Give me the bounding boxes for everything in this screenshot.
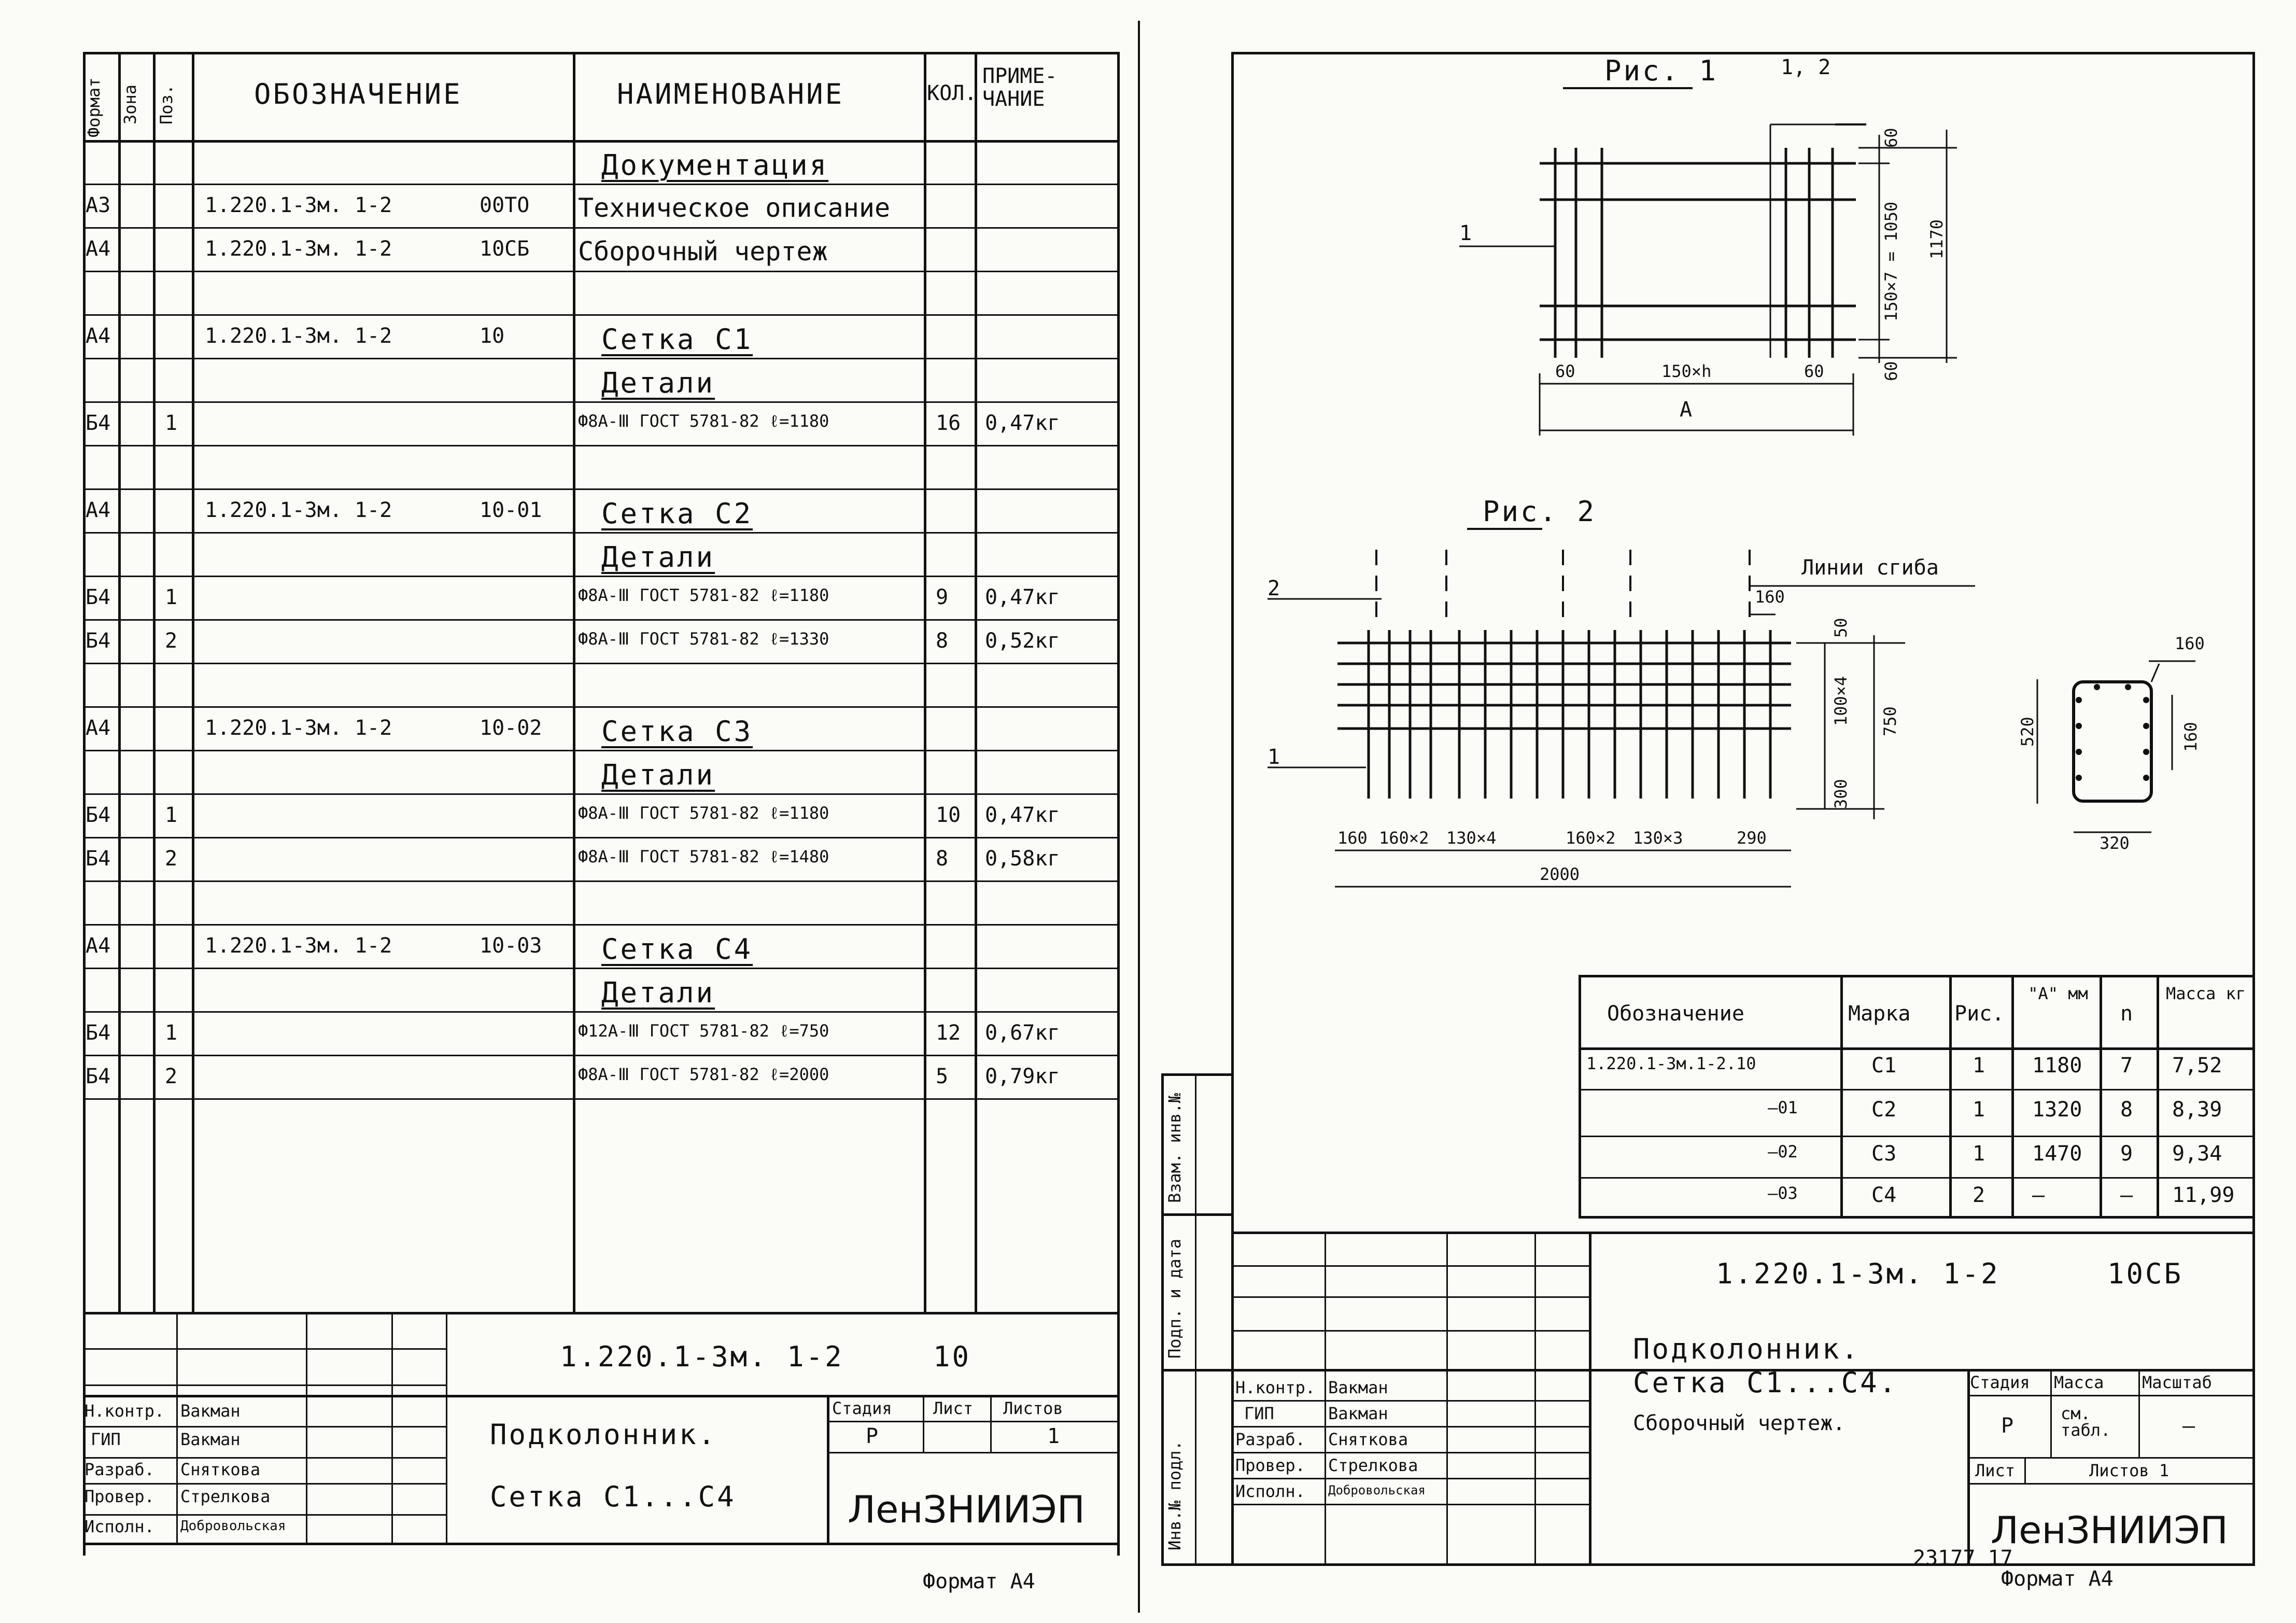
row-line	[83, 750, 1117, 751]
row-name: Техническое описание	[578, 193, 891, 223]
mass-cell: 1.220.1-3м.1-2.10	[1586, 1054, 1756, 1073]
row-name: Детали	[601, 976, 715, 1009]
mass-cell: 8	[2120, 1098, 2133, 1122]
sheet-divider	[1138, 21, 1140, 1613]
rstamp-mass: см. табл.	[2061, 1404, 2111, 1440]
row-qty: 8	[936, 847, 949, 871]
row-format: Б4	[86, 629, 111, 653]
row-note: 0,47кг	[985, 585, 1060, 609]
fig2-top160: 160	[1755, 587, 1785, 607]
fig2-v50: 50	[1831, 618, 1851, 638]
row-doc-number: 10-03	[480, 934, 542, 958]
row-note: 0,47кг	[985, 411, 1060, 435]
row-name: Детали	[601, 541, 715, 573]
mass-cell: С2	[1871, 1098, 1897, 1122]
row-doc-number: 00ТО	[480, 193, 530, 217]
fig1-v1050: 150×7 = 1050	[1881, 201, 1901, 321]
mass-cell: 1	[1973, 1098, 1985, 1122]
row-doc-number: 10-01	[480, 498, 542, 522]
rperson-3: Стрелкова	[1328, 1456, 1418, 1475]
stamp-stage-h: Стадия	[832, 1398, 892, 1418]
row-designation: 1.220.1-3м. 1-2	[205, 193, 392, 217]
header-note: ПРИМЕ- ЧАНИЕ	[982, 64, 1058, 111]
stamp-title2: Сетка С1...С4	[490, 1480, 736, 1513]
rrole-1: ГИП	[1244, 1404, 1274, 1423]
mt-h4: n	[2120, 1002, 2133, 1026]
fig2-d130x4: 130×4	[1446, 828, 1497, 848]
mass-cell: 9,34	[2172, 1142, 2222, 1166]
rstamp-title1: Подколонник.	[1633, 1333, 1861, 1365]
row-line	[83, 271, 1117, 272]
side-label-0: Инв.№ подл.	[1165, 1440, 1185, 1550]
row-designation: 1.220.1-3м. 1-2	[205, 498, 392, 522]
row-format: Б4	[86, 847, 111, 871]
row-line	[83, 358, 1117, 359]
rrole-4: Исполн.	[1235, 1481, 1305, 1501]
fig2-title: Рис. 2	[1483, 495, 1597, 528]
rstamp-title2: Сетка С1...С4.	[1633, 1366, 1898, 1399]
stamp-org: ЛенЗНИИЭП	[848, 1488, 1085, 1531]
mass-cell: —03	[1768, 1183, 1798, 1203]
row-line	[83, 445, 1117, 446]
row-line	[83, 1055, 1117, 1056]
mass-cell: 1470	[2032, 1142, 2082, 1166]
rrole-2: Разраб.	[1235, 1430, 1305, 1449]
row-name: Ф8А-Ⅲ ГОСТ 5781-82 ℓ=2000	[578, 1065, 829, 1084]
row-line	[83, 880, 1117, 882]
row-name: Ф8А-Ⅲ ГОСТ 5781-82 ℓ=1180	[578, 803, 829, 823]
row-name: Сетка С2	[601, 497, 753, 530]
row-doc-number: 10-02	[480, 716, 542, 740]
row-format: А4	[86, 934, 111, 958]
mass-cell: —02	[1768, 1142, 1798, 1162]
row-pos: 1	[165, 1021, 178, 1045]
role-0: Н.контр.	[84, 1401, 165, 1421]
stamp-sheets-h: Листов	[1003, 1398, 1063, 1418]
mass-cell: 8,39	[2172, 1098, 2222, 1122]
row-format: А4	[86, 324, 111, 348]
mass-cell: С4	[1871, 1183, 1897, 1207]
rstamp-scale: —	[2182, 1414, 2195, 1438]
row-format: Б4	[86, 1065, 111, 1088]
row-name: Детали	[601, 367, 715, 399]
mt-h3: "А" мм	[2028, 984, 2088, 1003]
drawing-area	[1231, 52, 2252, 964]
row-name: Ф8А-Ⅲ ГОСТ 5781-82 ℓ=1180	[578, 411, 829, 431]
rstamp-code: 1.220.1-3м. 1-2	[1716, 1257, 2000, 1290]
row-note: 0,67кг	[985, 1021, 1060, 1045]
row-line	[83, 488, 1117, 490]
row-name: Сетка С1	[601, 323, 753, 356]
fig2-d160: 160	[1337, 828, 1368, 848]
fig1-d60a: 60	[1555, 361, 1575, 381]
fig1-d150h: 150×h	[1661, 361, 1712, 381]
row-name: Ф8А-Ⅲ ГОСТ 5781-82 ℓ=1480	[578, 847, 829, 866]
fig1-pos2: 1, 2	[1781, 55, 1831, 79]
mass-cell: 9	[2120, 1142, 2133, 1166]
row-doc-number: 10	[480, 324, 505, 348]
sect-d160r: 160	[2181, 722, 2201, 752]
row-note: 0,52кг	[985, 629, 1060, 653]
person-3: Стрелкова	[180, 1487, 271, 1506]
fig1-v1170: 1170	[1927, 219, 1947, 259]
role-2: Разраб.	[84, 1460, 154, 1479]
row-line	[83, 793, 1117, 795]
fig1-v60: 60	[1881, 128, 1901, 148]
stamp-sheet-h: Лист	[933, 1398, 974, 1418]
role-3: Провер.	[84, 1487, 154, 1506]
fig2-d130x3: 130×3	[1633, 828, 1683, 848]
row-pos: 1	[165, 585, 178, 609]
row-qty: 16	[936, 411, 961, 435]
row-qty: 10	[936, 803, 961, 827]
header-zone: Зона	[120, 84, 140, 124]
mt-h1: Марка	[1848, 1002, 1911, 1026]
row-qty: 9	[936, 585, 949, 609]
rstamp-stage-h: Стадия	[1970, 1373, 2030, 1392]
fig2-d160x2b: 160×2	[1566, 828, 1616, 848]
mass-cell: 1	[1973, 1054, 1985, 1078]
mass-cell: 7	[2120, 1054, 2133, 1078]
header-format: Формат	[84, 77, 104, 137]
side-label-2: Взам. инв.№	[1165, 1093, 1185, 1203]
row-line	[83, 1011, 1117, 1013]
mt-h2: Рис.	[1954, 1002, 2005, 1026]
row-line	[83, 227, 1117, 229]
stamp-code: 1.220.1-3м. 1-2	[560, 1340, 844, 1373]
sect-d520: 520	[2018, 717, 2037, 747]
rrole-0: Н.контр.	[1235, 1378, 1316, 1397]
row-format: Б4	[86, 1021, 111, 1045]
row-format: Б4	[86, 803, 111, 827]
row-name: Ф12А-Ⅲ ГОСТ 5781-82 ℓ=750	[578, 1021, 829, 1041]
inventory-number: 23177 17	[1913, 1546, 2013, 1570]
rstamp-stage: Р	[2001, 1414, 2014, 1438]
row-name: Сетка С3	[601, 715, 753, 748]
person-2: Сняткова	[180, 1460, 261, 1479]
row-name: Ф8А-Ⅲ ГОСТ 5781-82 ℓ=1180	[578, 585, 829, 605]
fig2-pos1: 1	[1267, 745, 1280, 769]
fig2-d290: 290	[1737, 828, 1767, 848]
mass-cell: С3	[1871, 1142, 1897, 1166]
rperson-0: Вакман	[1328, 1378, 1388, 1397]
format-label: Формат А4	[923, 1570, 1035, 1593]
row-format: Б4	[86, 411, 111, 435]
mass-cell: 1180	[2032, 1054, 2082, 1078]
row-qty: 12	[936, 1021, 961, 1045]
mass-cell: —	[2032, 1183, 2045, 1207]
row-doc-number: 10СБ	[480, 237, 530, 261]
row-format: А4	[86, 716, 111, 740]
mt-h0: Обозначение	[1607, 1002, 1744, 1026]
row-line	[83, 314, 1117, 316]
stamp-title1: Подколонник.	[490, 1418, 717, 1451]
fig1-dA: А	[1680, 398, 1693, 422]
mass-cell: 1	[1973, 1142, 1985, 1166]
side-label-1: Подп. и дата	[1165, 1238, 1185, 1359]
row-line	[83, 619, 1117, 621]
row-line	[83, 924, 1117, 926]
row-name: Детали	[601, 759, 715, 791]
header-name: НАИМЕНОВАНИЕ	[617, 78, 844, 110]
row-designation: 1.220.1-3м. 1-2	[205, 934, 392, 958]
row-line	[83, 968, 1117, 969]
row-line	[83, 837, 1117, 838]
stamp-stage: Р	[866, 1424, 879, 1448]
header-designation: ОБОЗНАЧЕНИЕ	[254, 78, 462, 110]
rrole-3: Провер.	[1235, 1456, 1305, 1475]
rstamp-org: ЛенЗНИИЭП	[1991, 1508, 2228, 1552]
header-pos: Поз.	[157, 84, 176, 124]
row-line	[83, 576, 1117, 577]
row-designation: 1.220.1-3м. 1-2	[205, 716, 392, 740]
rstamp-scale-h: Масштаб	[2142, 1373, 2212, 1392]
row-name: Ф8А-Ⅲ ГОСТ 5781-82 ℓ=1330	[578, 629, 829, 649]
header-qty: КОЛ.	[927, 81, 977, 105]
row-note: 0,79кг	[985, 1065, 1060, 1088]
row-note: 0,58кг	[985, 847, 1060, 871]
row-line	[83, 184, 1117, 185]
row-name: Сборочный чертеж	[578, 236, 828, 267]
row-name: Документация	[601, 149, 829, 181]
role-1: ГИП	[91, 1430, 121, 1449]
mass-cell: 2	[1973, 1183, 1985, 1207]
rstamp-mass-h: Масса	[2054, 1373, 2104, 1392]
row-line	[83, 663, 1117, 664]
row-name: Сетка С4	[601, 933, 753, 966]
row-note: 0,47кг	[985, 803, 1060, 827]
row-format: А3	[86, 193, 111, 217]
sect-d160s: 160	[2175, 634, 2205, 653]
mass-cell: 11,99	[2172, 1183, 2235, 1207]
person-4: Добровольская	[180, 1518, 286, 1534]
mass-cell: 1320	[2032, 1098, 2082, 1122]
row-line	[83, 706, 1117, 708]
fig2-v750: 750	[1880, 706, 1900, 736]
person-1: Вакман	[180, 1430, 241, 1449]
rstamp-title3: Сборочный чертеж.	[1633, 1411, 1846, 1435]
person-0: Вакман	[180, 1401, 241, 1421]
row-pos: 1	[165, 411, 178, 435]
fig1-pos1: 1	[1459, 221, 1472, 245]
fig2-bend: Линии сгиба	[1801, 556, 1939, 580]
mt-h5: Масса кг	[2165, 984, 2246, 1003]
fig1-title: Рис. 1	[1604, 54, 1719, 87]
row-designation: 1.220.1-3м. 1-2	[205, 324, 392, 348]
mass-cell: С1	[1871, 1054, 1897, 1078]
fig2-pos2: 2	[1267, 577, 1280, 600]
fig1-v60b: 60	[1881, 361, 1901, 381]
row-format: Б4	[86, 585, 111, 609]
row-line	[83, 1098, 1117, 1100]
row-line	[83, 401, 1117, 403]
fig2-v100x4: 100×4	[1831, 676, 1851, 726]
fig1-d60b: 60	[1804, 361, 1824, 381]
row-qty: 5	[936, 1065, 949, 1088]
row-designation: 1.220.1-3м. 1-2	[205, 237, 392, 261]
rperson-2: Сняткова	[1328, 1430, 1408, 1449]
mass-cell: 7,52	[2172, 1054, 2222, 1078]
rstamp-sheet-h: Лист	[1975, 1461, 2016, 1480]
fig2-v300: 300	[1831, 779, 1851, 809]
stamp-sheets: 1	[1047, 1424, 1060, 1448]
fig2-d2000: 2000	[1540, 864, 1580, 884]
row-format: А4	[86, 498, 111, 522]
stamp-sheetcode: 10	[933, 1340, 971, 1373]
rperson-4: Добровольская	[1328, 1483, 1426, 1498]
rstamp-sheets-h: Листов 1	[2089, 1461, 2170, 1480]
rformat-label: Формат А4	[2001, 1567, 2114, 1591]
role-4: Исполн.	[84, 1517, 154, 1536]
mass-cell: —01	[1768, 1098, 1798, 1117]
row-qty: 8	[936, 629, 949, 653]
row-pos: 1	[165, 803, 178, 827]
fig2-d160x2: 160×2	[1379, 828, 1429, 848]
row-pos: 2	[165, 629, 178, 653]
sect-d320: 320	[2100, 833, 2130, 853]
rstamp-sheetcode: 10СБ	[2107, 1257, 2184, 1290]
row-line	[83, 532, 1117, 534]
row-format: А4	[86, 237, 111, 261]
row-pos: 2	[165, 847, 178, 871]
rperson-1: Вакман	[1328, 1404, 1388, 1423]
mass-cell: —	[2120, 1183, 2133, 1207]
row-pos: 2	[165, 1065, 178, 1088]
